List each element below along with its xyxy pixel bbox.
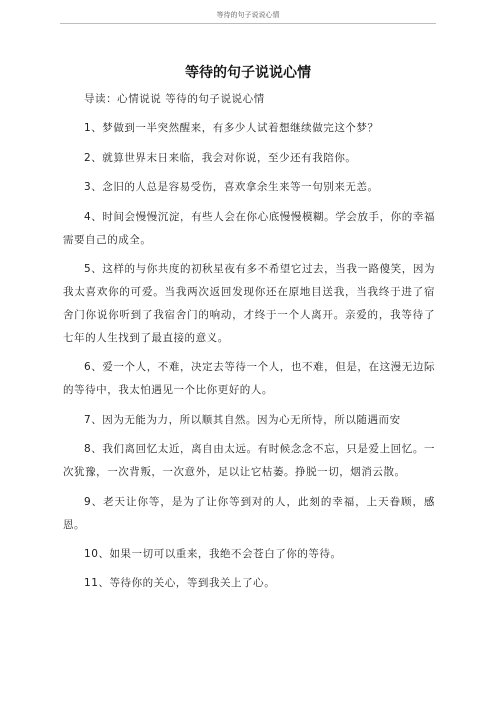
quote-paragraph-7: 7、因为无能为力，所以顺其自然。因为心无所恃，所以随遇而安 xyxy=(84,413,401,426)
quote-paragraph-6: 6、爱一个人，不难，决定去等待一个人，也不难，但是，在这漫无边际的等待中，我太怕遇见一个比你更好的人。 xyxy=(63,361,435,397)
running-header: 等待的句子说说心情 xyxy=(216,11,280,19)
header-divider xyxy=(60,23,436,24)
document-body xyxy=(63,88,435,602)
lead-paragraph: 导读：心情说说 等待的句子说说心情 xyxy=(84,93,265,105)
quote-paragraph-8: 8、我们离回忆太近，离自由太远。有时候念念不忘，只是爱上回忆。一次犹豫，一次背叛，一次意外，足以让它枯萎。挣脱一切，烟消云散。 xyxy=(63,443,435,479)
document-title: 等待的句子说说心情 xyxy=(185,65,311,81)
quote-paragraph-9: 9、老天让你等，是为了让你等到对的人，此刻的幸福，上天眷顾，感恩。 xyxy=(63,495,435,531)
quote-paragraph-2: 2、就算世界末日来临，我会对你说，至少还有我陪你。 xyxy=(84,151,357,164)
quote-paragraph-10: 10、如果一切可以重来，我绝不会苍白了你的等待。 xyxy=(84,547,342,560)
quote-paragraph-3: 3、念旧的人总是容易受伤，喜欢拿余生来等一句别来无恙。 xyxy=(84,181,379,194)
quote-paragraph-11: 11、等待你的关心，等到我关上了心。 xyxy=(84,577,276,590)
quote-paragraph-5: 5、这样的与你共度的初秋星夜有多不希望它过去，当我一路傻笑，因为我太喜欢你的可爱。当我两次返回发现你还在原地目送我，当我终于进了宿舍门你说你听到了我宿舍门的响动，才终于一个人离开。亲爱的，我等待了七年的人生找到了最直接的意义。 xyxy=(63,262,435,344)
quote-paragraph-4: 4、时间会慢慢沉淀，有些人会在你心底慢慢模糊。学会放手，你的幸福需要自己的成全。 xyxy=(63,210,435,246)
quote-paragraph-1: 1、梦做到一半突然醒来，有多少人试着想继续做完这个梦？ xyxy=(84,122,379,135)
